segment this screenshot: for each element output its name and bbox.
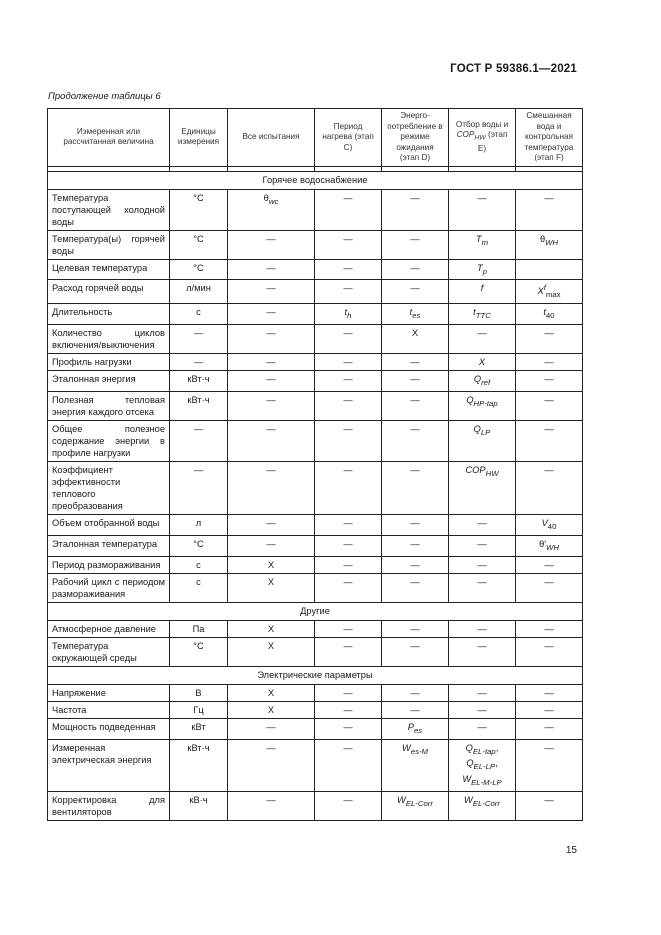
cell-units: °C	[170, 535, 228, 556]
cell-quantity: Корректировка для вентиляторов	[48, 792, 170, 821]
cell-quantity: Эталонная энергия	[48, 371, 170, 392]
cell-value: —	[228, 259, 315, 280]
cell-value: —	[449, 556, 516, 573]
cell-quantity: Напряжение	[48, 684, 170, 701]
cell-value: —	[449, 684, 516, 701]
cell-value: —	[228, 392, 315, 421]
cell-value: —	[516, 792, 583, 821]
cell-value: —	[516, 421, 583, 462]
cell-value: —	[516, 620, 583, 637]
cell-value: —	[228, 371, 315, 392]
section-title: Горячее водоснабжение	[48, 171, 583, 189]
cell-value: —	[516, 573, 583, 602]
cell-value: —	[228, 515, 315, 536]
table-row	[48, 304, 583, 325]
cell-value: —	[382, 462, 449, 515]
cell-value: —	[516, 637, 583, 666]
cell-value: $t_{40}$	[516, 304, 583, 325]
cell-quantity: Общее полезное содержание энергии в профиле нагрузки	[48, 421, 170, 462]
cell-units: кВт·ч	[170, 392, 228, 421]
table-row	[48, 620, 583, 637]
cell-value: $W_{EL-Corr}$	[449, 792, 516, 821]
cell-value: —	[516, 189, 583, 230]
cell-value: —	[449, 718, 516, 739]
table-row	[48, 739, 583, 792]
section-title: Другие	[48, 602, 583, 620]
cell-value: —	[516, 392, 583, 421]
cell-value: $Q_{HP-tap}$	[449, 392, 516, 421]
cell-value: $V_{40}$	[516, 515, 583, 536]
cell-value: $t_{TTC}$	[449, 304, 516, 325]
cell-value: —	[382, 684, 449, 701]
cell-value: —	[228, 792, 315, 821]
cell-quantity: Мощность подведенная	[48, 718, 170, 739]
cell-value: —	[315, 792, 382, 821]
cell-value: $Q_{EL-tap}$, $Q_{EL-LP}$, $W_{EL-M-LP}$	[449, 739, 516, 792]
table-caption: Продолжение таблицы 6	[48, 91, 161, 102]
cell-value: X	[228, 556, 315, 573]
cell-units: —	[170, 462, 228, 515]
cell-value: $W_{EL-Corr}$	[382, 792, 449, 821]
col-header-tapping: Отбор воды и $COP_{HW}$ (этап E)	[449, 109, 516, 167]
cell-value: —	[382, 371, 449, 392]
cell-value: —	[315, 718, 382, 739]
cell-value: X	[382, 325, 449, 354]
cell-value: $X^f_{max}$	[516, 280, 583, 304]
table-row	[48, 556, 583, 573]
cell-value: —	[382, 573, 449, 602]
cell-value: —	[382, 535, 449, 556]
cell-quantity: Измеренная электрическая энергия	[48, 739, 170, 792]
cell-value: $\theta_{wc}$	[228, 189, 315, 230]
cell-value: —	[449, 189, 516, 230]
cell-value: —	[516, 718, 583, 739]
cell-value: —	[228, 421, 315, 462]
table-row	[48, 515, 583, 536]
table-header-row	[48, 109, 583, 167]
cell-value: f	[449, 280, 516, 304]
cell-units: В	[170, 684, 228, 701]
cell-value: —	[315, 421, 382, 462]
cell-value: —	[449, 573, 516, 602]
cell-value: —	[315, 637, 382, 666]
cell-quantity: Температура окружающей среды	[48, 637, 170, 666]
cell-value: —	[516, 684, 583, 701]
cell-value: —	[315, 462, 382, 515]
cell-quantity: Длительность	[48, 304, 170, 325]
table-row	[48, 792, 583, 821]
page-number: 15	[565, 845, 577, 856]
cell-value: $T_p$	[449, 259, 516, 280]
cell-value: —	[228, 304, 315, 325]
cell-value: —	[382, 421, 449, 462]
cell-value: —	[516, 556, 583, 573]
cell-quantity: Профиль нагрузки	[48, 354, 170, 371]
cell-units: —	[170, 421, 228, 462]
table-row	[48, 421, 583, 462]
cell-value: —	[516, 371, 583, 392]
cell-value: $t_{es}$	[382, 304, 449, 325]
cell-value: —	[228, 462, 315, 515]
cell-value: —	[449, 535, 516, 556]
cell-value: —	[516, 739, 583, 792]
cell-quantity: Период размораживания	[48, 556, 170, 573]
cell-units: Па	[170, 620, 228, 637]
cell-units: °C	[170, 637, 228, 666]
col-header-quantity: Измеренная или рассчитанная величина	[48, 109, 170, 167]
cell-value: —	[315, 556, 382, 573]
cell-quantity: Температура поступающей холодной воды	[48, 189, 170, 230]
cell-value: —	[516, 325, 583, 354]
table-row	[48, 718, 583, 739]
cell-value: —	[228, 325, 315, 354]
cell-units: °C	[170, 189, 228, 230]
cell-quantity: Частота	[48, 701, 170, 718]
cell-value: X	[228, 637, 315, 666]
cell-units: кВт	[170, 718, 228, 739]
table-row	[48, 259, 583, 280]
cell-value	[516, 259, 583, 280]
cell-value: —	[382, 392, 449, 421]
cell-quantity: Количество циклов включения/выключения	[48, 325, 170, 354]
cell-value: —	[382, 259, 449, 280]
cell-value: —	[315, 259, 382, 280]
cell-value: —	[382, 230, 449, 259]
cell-quantity: Целевая температура	[48, 259, 170, 280]
cell-value: —	[382, 280, 449, 304]
col-header-standby: Энерго-потребление в режиме ожидания (этап D)	[382, 109, 449, 167]
cell-value: —	[228, 535, 315, 556]
col-header-all-tests: Все испытания	[228, 109, 315, 167]
cell-value: —	[228, 739, 315, 792]
section-title: Электрические параметры	[48, 666, 583, 684]
table-row	[48, 462, 583, 515]
cell-units: с	[170, 556, 228, 573]
cell-units: л/мин	[170, 280, 228, 304]
table-row	[48, 684, 583, 701]
cell-value: $t_h$	[315, 304, 382, 325]
parameters-table	[47, 108, 583, 821]
cell-value: —	[449, 637, 516, 666]
cell-value: —	[382, 515, 449, 536]
cell-units: Гц	[170, 701, 228, 718]
cell-units: —	[170, 325, 228, 354]
cell-quantity: Рабочий цикл с периодом размораживания	[48, 573, 170, 602]
cell-value: X	[228, 701, 315, 718]
cell-value: $\theta_{WH}$	[516, 230, 583, 259]
col-header-mixed: Смешанная вода и контрольная температура (этап F)	[516, 109, 583, 167]
cell-value: —	[315, 189, 382, 230]
cell-value: —	[315, 280, 382, 304]
table-row	[48, 230, 583, 259]
cell-quantity: Объем отобранной воды	[48, 515, 170, 536]
cell-units: кВ·ч	[170, 792, 228, 821]
cell-value: —	[516, 701, 583, 718]
cell-units: кВт·ч	[170, 739, 228, 792]
cell-value: —	[315, 371, 382, 392]
cell-value: $W_{es-M}$	[382, 739, 449, 792]
cell-quantity: Коэффициент эффективности теплового преобразования	[48, 462, 170, 515]
table-row	[48, 637, 583, 666]
cell-quantity: Эталонная температура	[48, 535, 170, 556]
table-row	[48, 573, 583, 602]
cell-value: —	[315, 230, 382, 259]
cell-value: —	[382, 620, 449, 637]
cell-value: —	[516, 462, 583, 515]
cell-value: X	[449, 354, 516, 371]
cell-units: с	[170, 304, 228, 325]
table-row	[48, 189, 583, 230]
table-row	[48, 392, 583, 421]
table-row	[48, 280, 583, 304]
cell-value: —	[382, 637, 449, 666]
cell-value: $COP_{HW}$	[449, 462, 516, 515]
cell-value: —	[228, 230, 315, 259]
cell-value: X	[228, 620, 315, 637]
cell-quantity: Атмосферное давление	[48, 620, 170, 637]
cell-value: —	[516, 354, 583, 371]
cell-value: $Q_{LP}$	[449, 421, 516, 462]
cell-units: с	[170, 573, 228, 602]
cell-units: кВт·ч	[170, 371, 228, 392]
cell-value: —	[228, 718, 315, 739]
cell-value: —	[315, 354, 382, 371]
cell-value: —	[449, 325, 516, 354]
cell-value: —	[315, 739, 382, 792]
cell-value: —	[382, 701, 449, 718]
cell-units: °C	[170, 230, 228, 259]
cell-value: —	[449, 515, 516, 536]
cell-value: X	[228, 573, 315, 602]
table-row	[48, 535, 583, 556]
table-row	[48, 325, 583, 354]
cell-value: X	[228, 684, 315, 701]
col-header-units: Единицы измерения	[170, 109, 228, 167]
cell-value: $T_m$	[449, 230, 516, 259]
col-header-heating: Период нагрева (этап C)	[315, 109, 382, 167]
cell-value: —	[382, 354, 449, 371]
cell-value: —	[449, 620, 516, 637]
cell-value: —	[315, 701, 382, 718]
standard-number: ГОСТ Р 59386.1—2021	[450, 63, 577, 75]
table-row	[48, 371, 583, 392]
cell-value: —	[382, 556, 449, 573]
cell-units: °C	[170, 259, 228, 280]
cell-value: —	[315, 325, 382, 354]
cell-units: —	[170, 354, 228, 371]
cell-value: —	[382, 189, 449, 230]
cell-value: —	[228, 354, 315, 371]
cell-value: $\theta'_{WH}$	[516, 535, 583, 556]
cell-units: л	[170, 515, 228, 536]
cell-value: $P_{es}$	[382, 718, 449, 739]
cell-value: —	[228, 280, 315, 304]
cell-value: —	[315, 392, 382, 421]
cell-quantity: Расход горячей воды	[48, 280, 170, 304]
cell-value: $Q_{ref}$	[449, 371, 516, 392]
cell-value: —	[315, 535, 382, 556]
cell-value: —	[315, 620, 382, 637]
cell-quantity: Полезная тепловая энергия каждого отсека	[48, 392, 170, 421]
cell-quantity: Температура(ы) горячей воды	[48, 230, 170, 259]
table-row	[48, 701, 583, 718]
cell-value: —	[449, 701, 516, 718]
cell-value: —	[315, 573, 382, 602]
table-row	[48, 354, 583, 371]
cell-value: —	[315, 515, 382, 536]
cell-value: —	[315, 684, 382, 701]
